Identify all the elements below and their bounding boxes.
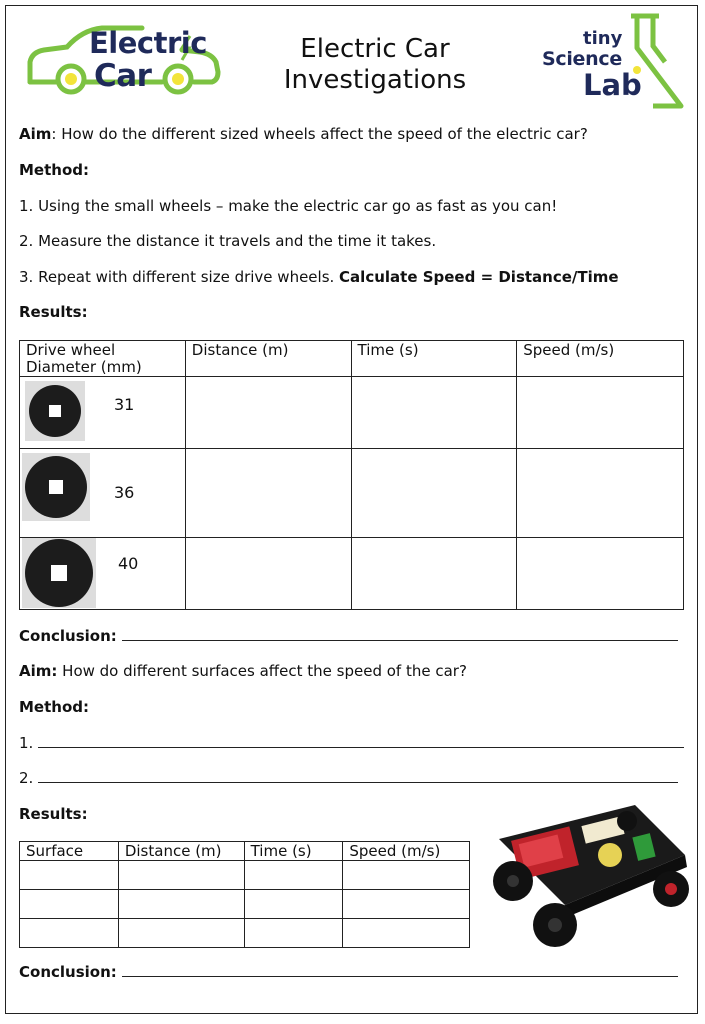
table-row (20, 377, 684, 449)
electric-car-photo (485, 795, 695, 955)
aim-2-label: Aim: (19, 662, 58, 680)
tiny-science-lab-logo (535, 12, 685, 112)
table-row (20, 890, 470, 919)
conclusion-1-blank[interactable] (122, 628, 678, 641)
time-cell[interactable] (351, 538, 517, 610)
results-table-wheels (19, 340, 684, 610)
table-row (20, 861, 470, 890)
header-surface: Surface (20, 842, 119, 861)
distance-cell[interactable] (118, 861, 244, 890)
speed-cell[interactable] (517, 449, 684, 538)
logo-text-lab: Lab (583, 68, 642, 102)
table-header-row (20, 341, 684, 377)
table-header-row (20, 842, 470, 861)
header-distance: Distance (m) (185, 341, 351, 377)
header-diameter: Drive wheel Diameter (mm) (20, 341, 186, 377)
time-cell[interactable] (244, 919, 343, 948)
results-1-label: Results: (19, 303, 88, 321)
time-cell[interactable] (244, 890, 343, 919)
diameter-value: 40 (118, 554, 139, 573)
method-2-step-1-blank[interactable] (38, 735, 684, 748)
results-table-surfaces (19, 841, 470, 948)
logo-text-tiny: tiny (583, 28, 623, 49)
electric-car-logo (22, 22, 222, 102)
wheel-cell-40 (20, 538, 186, 610)
diameter-value: 31 (114, 395, 135, 414)
wheel-cell-36 (20, 449, 186, 538)
speed-cell[interactable] (343, 861, 470, 890)
page-title (260, 34, 490, 96)
method-1-step-2: 2. Measure the distance it travels and the time it takes. (19, 232, 437, 250)
method-2-step-2-blank[interactable] (38, 770, 678, 783)
table-row (20, 449, 684, 538)
method-1-label: Method: (19, 161, 89, 179)
aim-1-label: Aim (19, 125, 52, 143)
step-2-number: 2. (19, 769, 34, 787)
surface-cell[interactable] (20, 919, 119, 948)
speed-cell[interactable] (517, 538, 684, 610)
conclusion-1-label: Conclusion: (19, 627, 117, 645)
header-time: Time (s) (351, 341, 517, 377)
wheel-cell-31 (20, 377, 186, 449)
title-line-2: Investigations (283, 65, 467, 95)
speed-formula: Calculate Speed = Distance/Time (339, 268, 619, 286)
distance-cell[interactable] (185, 377, 351, 449)
step-3-text: 3. Repeat with different size drive wheels. (19, 268, 340, 286)
diameter-value: 36 (114, 483, 135, 502)
distance-cell[interactable] (185, 538, 351, 610)
method-2-label: Method: (19, 698, 89, 716)
time-cell[interactable] (351, 377, 517, 449)
logo-text-electric: Electric (89, 26, 207, 60)
wheel-icon (22, 538, 96, 608)
conclusion-2-blank[interactable] (122, 964, 678, 977)
header-time: Time (s) (244, 842, 343, 861)
logo-text-car: Car (94, 58, 152, 94)
wheel-icon (25, 381, 85, 441)
surface-cell[interactable] (20, 861, 119, 890)
wheel-icon (22, 453, 90, 521)
time-cell[interactable] (351, 449, 517, 538)
aim-2-text: How do different surfaces affect the speed of the car? (57, 662, 467, 680)
distance-cell[interactable] (118, 890, 244, 919)
conclusion-2 (19, 963, 678, 981)
speed-cell[interactable] (343, 919, 470, 948)
conclusion-1 (19, 627, 678, 645)
method-2-step-2 (19, 769, 678, 787)
aim-1 (19, 125, 588, 143)
aim-1-text: : How do the different sized wheels affect the speed of the electric car? (51, 125, 588, 143)
table-row (20, 919, 470, 948)
title-line-1: Electric Car (300, 34, 450, 64)
aim-2 (19, 662, 467, 680)
header-distance: Distance (m) (118, 842, 244, 861)
step-1-number: 1. (19, 734, 34, 752)
results-2-label: Results: (19, 805, 88, 823)
distance-cell[interactable] (118, 919, 244, 948)
table-row (20, 538, 684, 610)
conclusion-2-label: Conclusion: (19, 963, 117, 981)
logo-text-science: Science (542, 48, 622, 70)
method-2-step-1 (19, 734, 684, 752)
method-1-step-3 (19, 268, 619, 286)
method-1-step-1: 1. Using the small wheels – make the electric car go as fast as you can! (19, 197, 558, 215)
time-cell[interactable] (244, 861, 343, 890)
speed-cell[interactable] (343, 890, 470, 919)
header-speed: Speed (m/s) (517, 341, 684, 377)
header-speed: Speed (m/s) (343, 842, 470, 861)
speed-cell[interactable] (517, 377, 684, 449)
surface-cell[interactable] (20, 890, 119, 919)
distance-cell[interactable] (185, 449, 351, 538)
